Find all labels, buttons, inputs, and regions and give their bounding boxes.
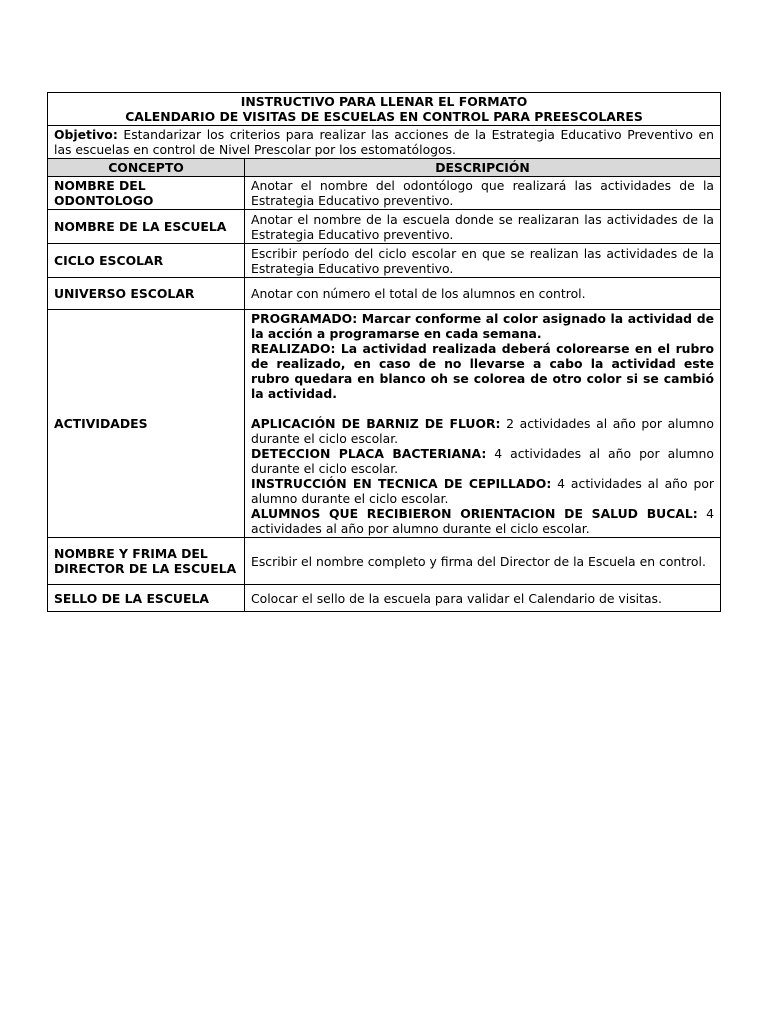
- objective-text: Estandarizar los criterios para realizar las acciones de la Estrategia Educativo Preventivo en las escuelas en control de Nivel Prescolar por los estomatólogos.: [54, 127, 714, 157]
- activity-item: [251, 476, 714, 506]
- concept-cell: CICLO ESCOLAR: [48, 244, 245, 278]
- activity-label: ALUMNOS QUE RECIBIERON ORIENTACION DE SALUD BUCAL:: [251, 506, 698, 521]
- activity-item: [251, 416, 714, 446]
- objective-row: [48, 126, 721, 159]
- title-line-2: CALENDARIO DE VISITAS DE ESCUELAS EN CONTROL PARA PREESCOLARES: [125, 109, 643, 124]
- table-row: [48, 210, 721, 244]
- table-row: [48, 278, 721, 310]
- header-description: DESCRIPCIÓN: [245, 159, 721, 177]
- concept-cell: NOMBRE DEL ODONTOLOGO: [48, 177, 245, 210]
- realizado-text: REALIZADO: La actividad realizada deberá colorearse en el rubro de realizado, en caso de no llevarse a cabo la actividad este rubro quedara en blanco oh se colorea de otro color si se cambió la actividad.: [251, 341, 714, 401]
- seal-row: [48, 585, 721, 612]
- concept-cell: NOMBRE Y FRIMA DEL DIRECTOR DE LA ESCUELA: [48, 538, 245, 585]
- concept-cell: UNIVERSO ESCOLAR: [48, 278, 245, 310]
- spacer: [251, 401, 714, 416]
- activities-description: [245, 310, 721, 538]
- concept-cell: SELLO DE LA ESCUELA: [48, 585, 245, 612]
- description-cell: Escribir período del ciclo escolar en que se realizan las actividades de la Estrategia Educativo preventivo.: [245, 244, 721, 278]
- concept-cell: ACTIVIDADES: [48, 310, 245, 538]
- title-line-1: INSTRUCTIVO PARA LLENAR EL FORMATO: [240, 94, 528, 109]
- header-row: [48, 159, 721, 177]
- description-cell: Anotar el nombre del odontólogo que realizará las actividades de la Estrategia Educativo preventivo.: [245, 177, 721, 210]
- objective-cell: [48, 126, 721, 159]
- table-row: [48, 177, 721, 210]
- programado-text: PROGRAMADO: Marcar conforme al color asignado la actividad de la acción a programarse en cada semana.: [251, 311, 714, 341]
- activity-text: 2 actividades al año por alumno durante el ciclo escolar.: [251, 416, 714, 446]
- document-title: [48, 93, 721, 126]
- activity-text: 4 actividades al año por alumno durante el ciclo escolar.: [251, 476, 715, 506]
- activities-row: [48, 310, 721, 538]
- activity-label: INSTRUCCIÓN EN TECNICA DE CEPILLADO:: [251, 476, 552, 491]
- activity-item: [251, 506, 714, 536]
- instructions-table: [47, 92, 721, 612]
- director-row: [48, 538, 721, 585]
- description-cell: Escribir el nombre completo y firma del Director de la Escuela en control.: [245, 538, 721, 585]
- activity-label: APLICACIÓN DE BARNIZ DE FLUOR:: [251, 416, 501, 431]
- description-cell: Anotar el nombre de la escuela donde se realizaran las actividades de la Estrategia Educativo preventivo.: [245, 210, 721, 244]
- description-cell: Anotar con número el total de los alumnos en control.: [245, 278, 721, 310]
- header-concept: CONCEPTO: [48, 159, 245, 177]
- description-cell: Colocar el sello de la escuela para validar el Calendario de visitas.: [245, 585, 721, 612]
- activity-label: DETECCION PLACA BACTERIANA:: [251, 446, 487, 461]
- title-row: [48, 93, 721, 126]
- table-row: [48, 244, 721, 278]
- activity-text: 4 actividades al año por alumno durante el ciclo escolar.: [251, 506, 714, 536]
- concept-cell: NOMBRE DE LA ESCUELA: [48, 210, 245, 244]
- activity-text: 4 actividades al año por alumno durante el ciclo escolar.: [251, 446, 714, 476]
- objective-label: Objetivo:: [54, 127, 118, 142]
- activity-item: [251, 446, 714, 476]
